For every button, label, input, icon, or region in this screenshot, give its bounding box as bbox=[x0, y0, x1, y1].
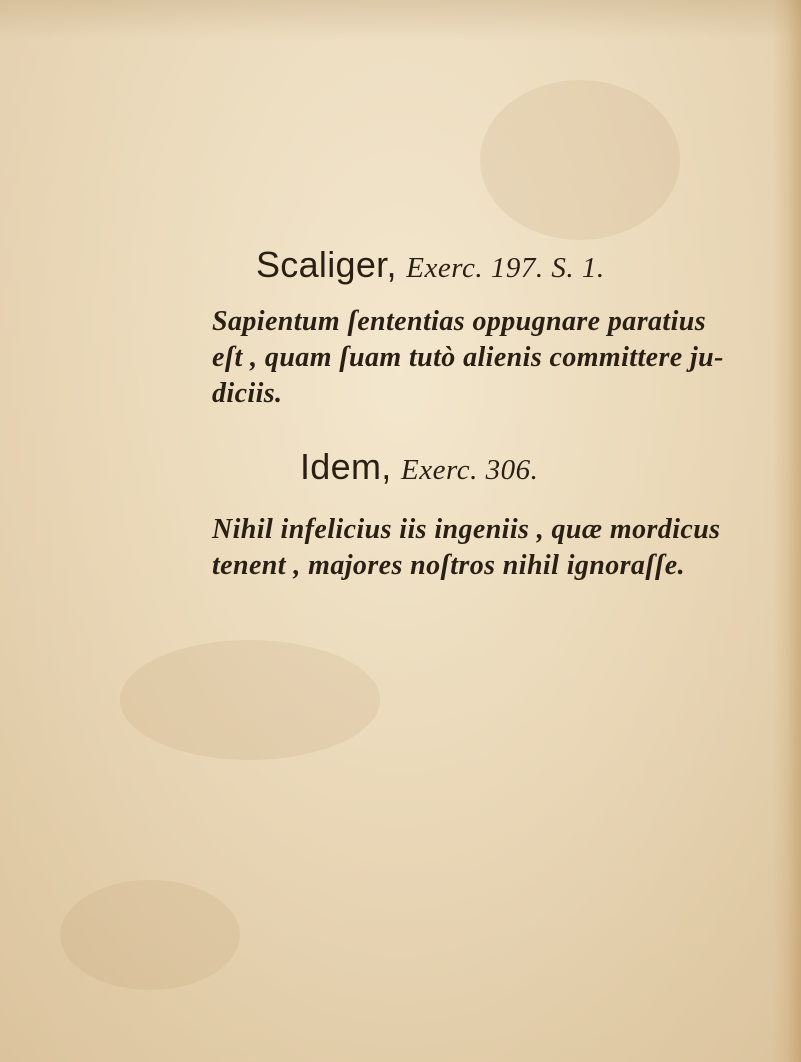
citation-author: Scaliger, bbox=[256, 244, 397, 285]
citation-author: Idem, bbox=[300, 446, 392, 487]
quote-line: Nihil infelicius iis ingeniis , quæ mordicus bbox=[212, 514, 721, 545]
citation-heading-1 bbox=[256, 244, 605, 286]
quote-line: Sapientum ſententias oppugnare paratius bbox=[212, 306, 707, 337]
paper-stain bbox=[120, 640, 380, 760]
citation-reference: Exerc. 197. S. 1. bbox=[406, 252, 605, 284]
citation-reference: Exerc. 306. bbox=[401, 454, 539, 486]
quote-block-1 bbox=[212, 304, 724, 412]
page-top-shading bbox=[0, 0, 801, 40]
quote-line: tenent , majores noſtros nihil ignoraſſe. bbox=[212, 550, 686, 581]
quote-line: diciis. bbox=[212, 378, 283, 409]
citation-heading-2 bbox=[300, 446, 538, 488]
page-right-shading bbox=[773, 0, 801, 1062]
quote-line: eſt , quam ſuam tutò alienis committere ju- bbox=[212, 342, 724, 373]
quote-block-2 bbox=[212, 512, 720, 584]
paper-stain bbox=[60, 880, 240, 990]
paper-stain bbox=[480, 80, 680, 240]
